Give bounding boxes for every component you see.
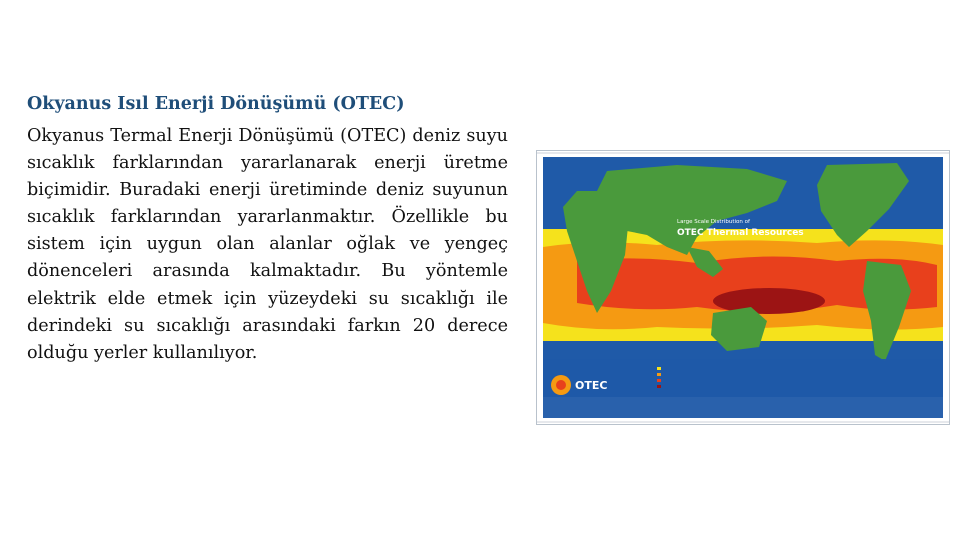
otec-map-graphic: [537, 151, 949, 424]
slide-title: Okyanus Isıl Enerji Dönüşümü (OTEC): [27, 94, 405, 114]
map-title: OTEC Thermal Resources: [677, 228, 804, 238]
band-darkred-core: [713, 288, 825, 314]
otec-logo-text: OTEC: [575, 379, 608, 392]
slide-body-text: Okyanus Termal Enerji Dönüşümü (OTEC) deniz suyu sıcaklık farklarından yararlanarak enerji üretme biçimidir. Buradaki enerji üretiminde deniz suyunun sıcaklık farklarından yararlanmaktır. Özellikle bu sistem için uygun olan alanlar oğlak ve yengeç dönenceleri arasında kalmaktadır. Bu yöntemle elektrik elde etmek için yüzeydeki su sıcaklığı ile derindeki su sıcaklığı arasındaki farkın 20 derece olduğu yerler kullanılıyor.: [27, 126, 508, 363]
otec-logo-inner: [556, 380, 566, 390]
map-subtitle: Large Scale Distribution of: [677, 219, 750, 225]
otec-resources-map: [536, 150, 950, 425]
